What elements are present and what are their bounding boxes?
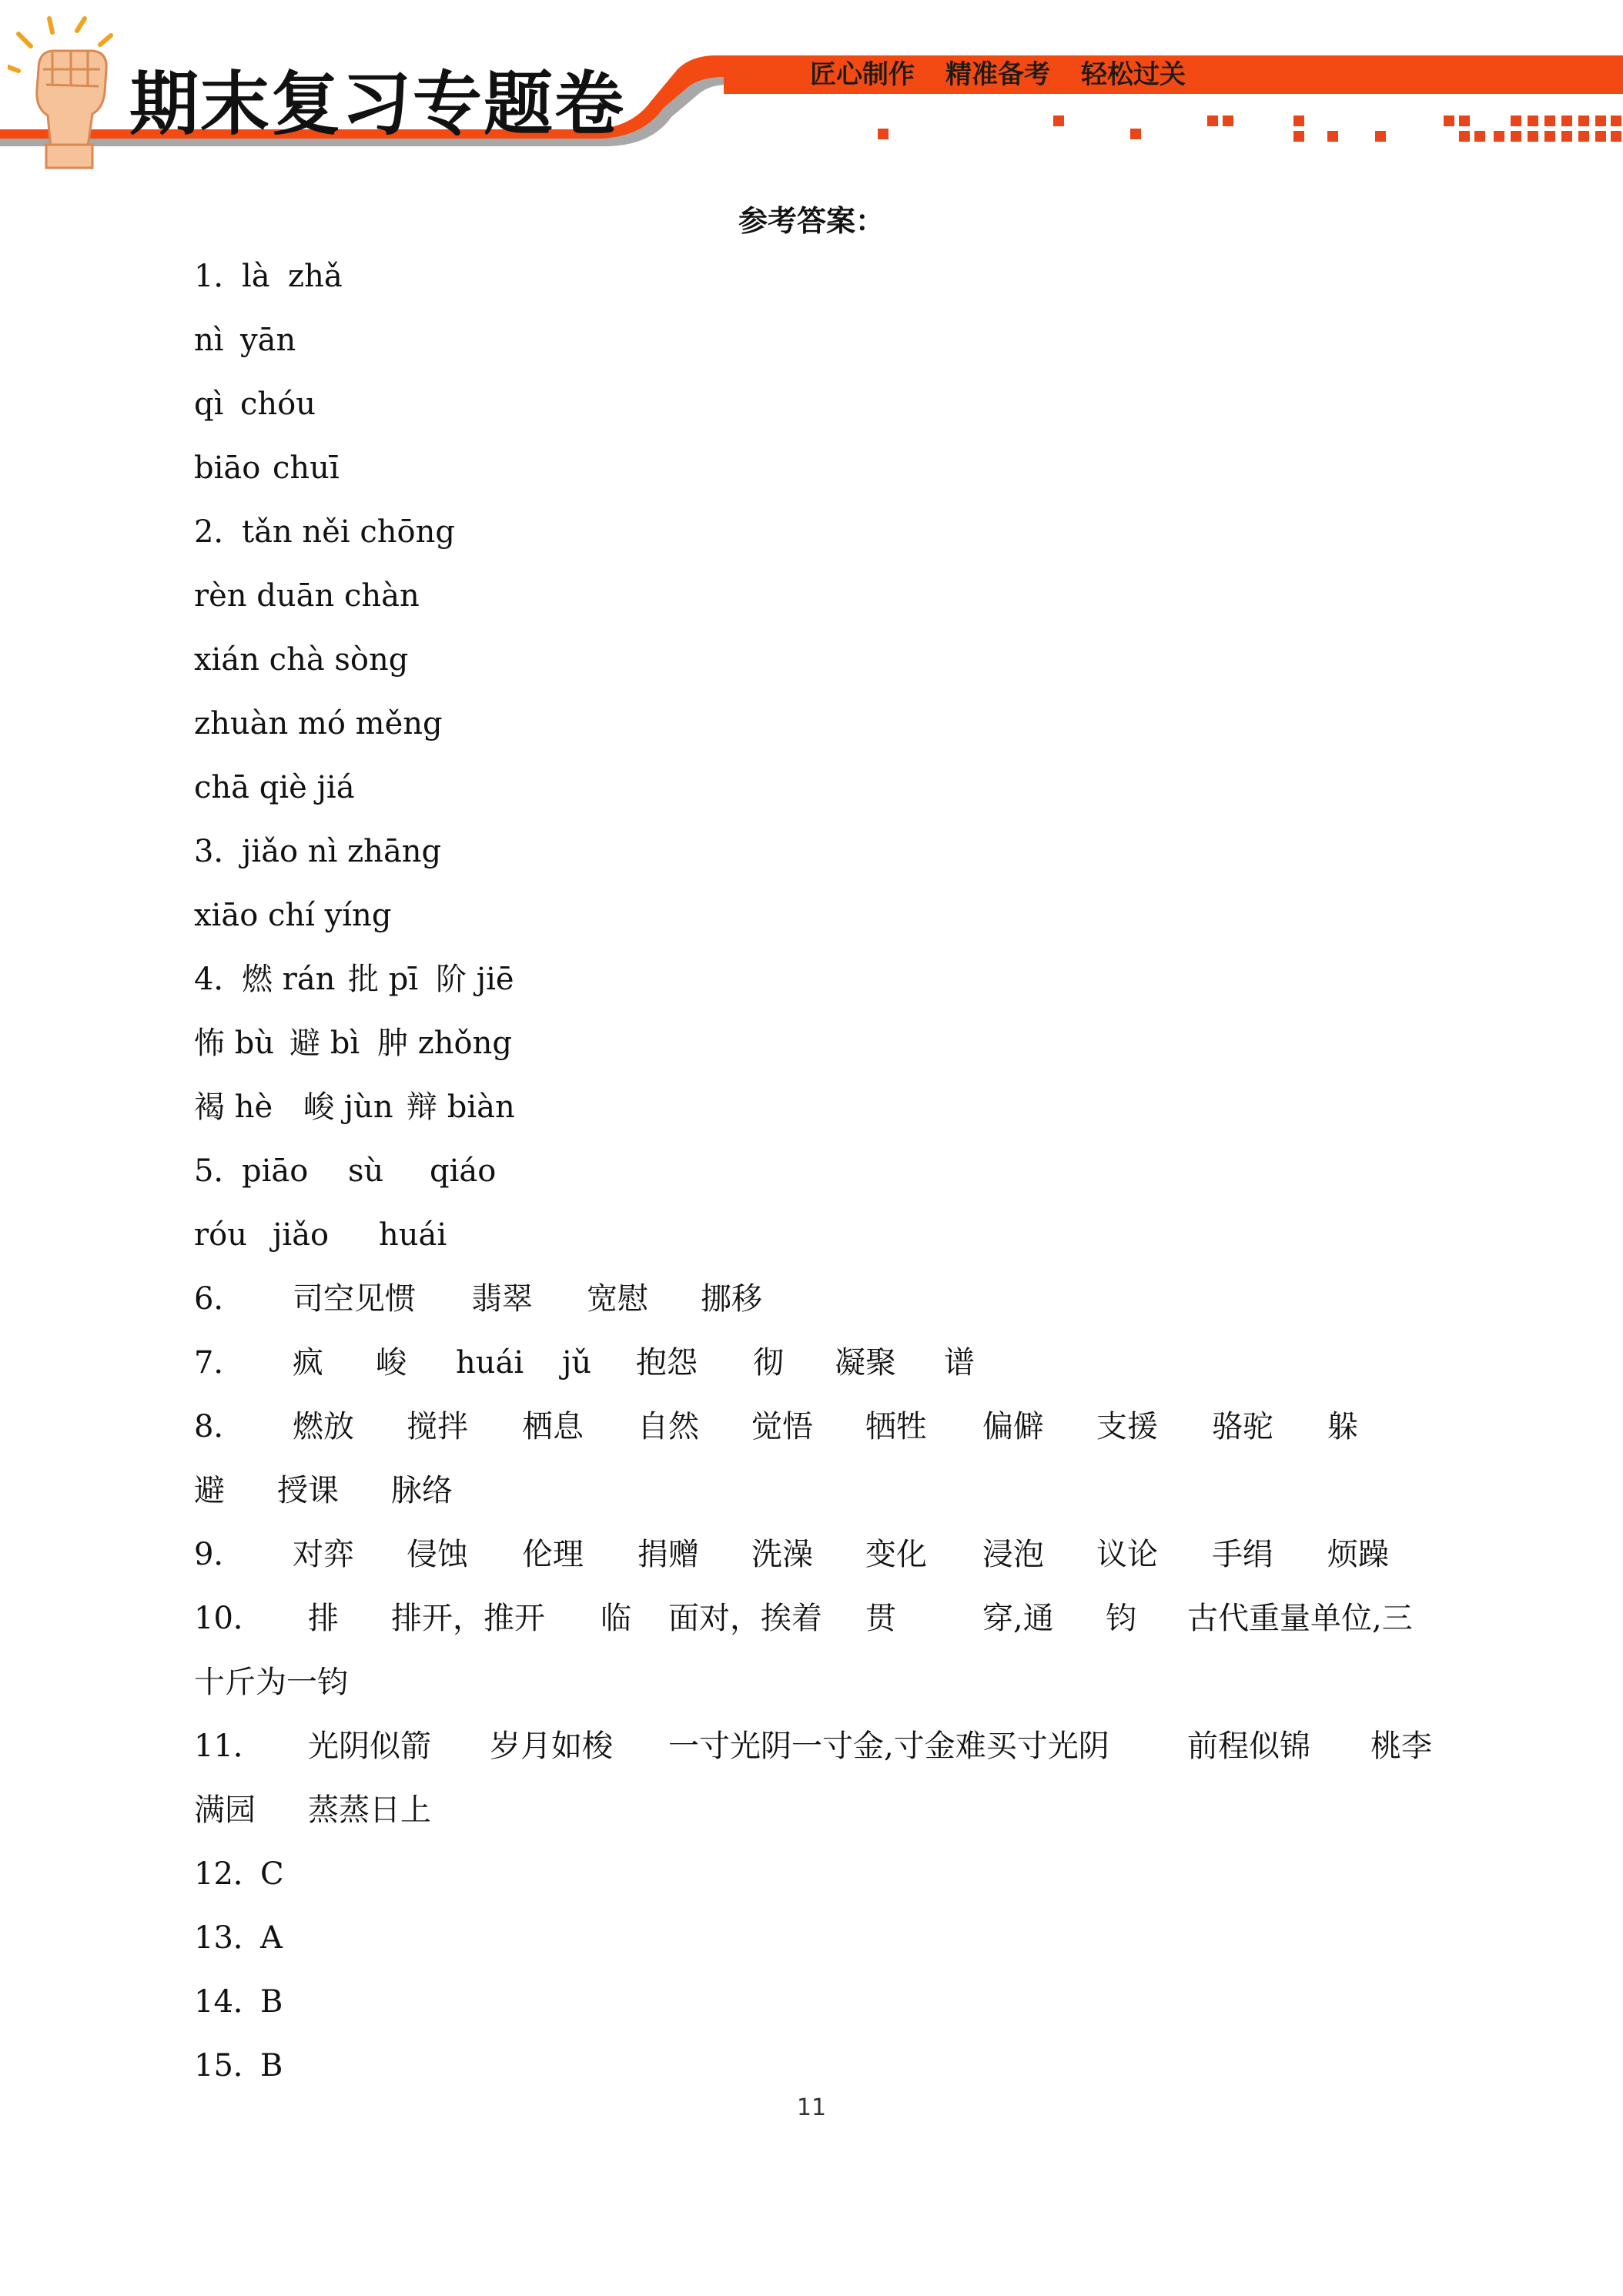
answer-line xyxy=(194,1140,1457,1203)
answer-cell: B xyxy=(260,2048,283,2083)
answer-cell: zhuàn mó měng xyxy=(194,706,443,741)
answer-cell: 彻 xyxy=(753,1345,784,1381)
answer-heading: 参考答案： xyxy=(738,204,885,238)
header-title: 期末复习专题卷 xyxy=(129,64,625,145)
answer-cell: zhǎ xyxy=(288,259,343,294)
answer-cell: 辩 biàn xyxy=(407,1089,515,1125)
answer-cell: 侵蚀 xyxy=(407,1537,468,1572)
raised-fist-icon xyxy=(8,15,131,169)
question-number: 5． xyxy=(194,1153,245,1189)
question-number: 2． xyxy=(194,514,245,550)
answer-line xyxy=(194,1076,1457,1140)
answer-line xyxy=(194,1715,1457,1779)
answer-cell: là xyxy=(242,259,270,294)
answer-line xyxy=(194,1587,1457,1651)
question-number: 3． xyxy=(194,834,245,869)
answer-cell: 面对，挨着 xyxy=(668,1601,822,1636)
answer-line xyxy=(194,1842,1457,1906)
answer-cell: huái xyxy=(456,1345,524,1381)
answer-cell: 满园 xyxy=(194,1792,256,1828)
answer-line xyxy=(194,1651,1457,1715)
slogan-2: 精准备考 xyxy=(945,59,1050,90)
answer-cell: qiáo xyxy=(430,1153,497,1189)
answer-cell: qì xyxy=(194,387,224,422)
answer-cell: 批 pī xyxy=(348,962,419,997)
answer-cell: 怖 bù xyxy=(194,1026,275,1061)
answer-cell: 挪移 xyxy=(701,1281,762,1317)
question-number: 6． xyxy=(194,1281,245,1317)
answer-cell: 栖息 xyxy=(522,1409,584,1444)
answer-cell: 蒸蒸日上 xyxy=(308,1792,431,1828)
answer-cell: 搅拌 xyxy=(407,1409,468,1444)
answer-line xyxy=(194,500,1457,564)
answer-cell: 偏僻 xyxy=(982,1409,1044,1444)
answer-line xyxy=(194,2034,1457,2098)
answer-cell: 烦躁 xyxy=(1327,1537,1389,1572)
answer-line xyxy=(194,820,1457,884)
answer-cell: 前程似锦 xyxy=(1187,1729,1310,1764)
answer-cell: 司空见惯 xyxy=(293,1281,416,1317)
answer-cell: 凝聚 xyxy=(835,1345,896,1381)
question-number: 4． xyxy=(194,962,245,997)
question-number: 8． xyxy=(194,1409,245,1444)
answer-list xyxy=(194,245,1457,2098)
question-number: 13． xyxy=(194,1920,264,1956)
answer-cell: A xyxy=(260,1920,283,1956)
answer-cell: nì xyxy=(194,323,224,358)
page-header xyxy=(0,0,1623,177)
answer-cell: sù xyxy=(348,1153,384,1189)
answer-cell: 一寸光阴一寸金,寸金难买寸光阴 xyxy=(668,1729,1109,1764)
answer-cell: chóu xyxy=(240,387,316,422)
answer-cell: C xyxy=(260,1856,284,1892)
answer-cell: 贯 xyxy=(865,1601,896,1636)
question-number: 10． xyxy=(194,1601,264,1636)
answer-cell: 抱怨 xyxy=(636,1345,698,1381)
answer-cell: 峻 jùn xyxy=(303,1089,393,1125)
answer-cell: 避 bì xyxy=(289,1026,360,1061)
answer-line xyxy=(194,245,1457,309)
answer-cell: 临 xyxy=(601,1601,631,1636)
answer-line xyxy=(194,309,1457,373)
answer-cell: 十斤为一钧 xyxy=(194,1665,348,1700)
answer-cell: 伦理 xyxy=(522,1537,584,1572)
answer-cell: 翡翠 xyxy=(471,1281,533,1317)
question-number: 1． xyxy=(194,259,245,294)
answer-cell: 褐 hè xyxy=(194,1089,273,1125)
answer-cell: piāo xyxy=(242,1153,309,1189)
answer-cell: rèn duān chàn xyxy=(194,578,420,614)
answer-cell: 支援 xyxy=(1096,1409,1158,1444)
answer-line xyxy=(194,1267,1457,1331)
answer-line xyxy=(194,756,1457,820)
header-decoration-squares xyxy=(878,115,1621,142)
answer-cell: jǔ xyxy=(562,1345,592,1381)
answer-line xyxy=(194,692,1457,756)
answer-line xyxy=(194,628,1457,692)
slogan-1: 匠心制作 xyxy=(810,59,915,90)
header-slogans xyxy=(810,55,1186,94)
answer-cell: B xyxy=(260,1984,283,2020)
answer-cell: 疯 xyxy=(293,1345,323,1381)
answer-cell: 谱 xyxy=(944,1345,975,1381)
answer-cell: jiǎo xyxy=(273,1217,330,1253)
answer-cell: 觉悟 xyxy=(751,1409,813,1444)
answer-cell: 古代重量单位,三 xyxy=(1187,1601,1413,1636)
answer-cell: yān xyxy=(240,323,296,358)
answer-line xyxy=(194,1459,1457,1523)
question-number: 11． xyxy=(194,1729,264,1764)
answer-cell: 脉络 xyxy=(391,1473,453,1508)
answer-cell: 洗澡 xyxy=(751,1537,813,1572)
answer-cell: tǎn něi chōng xyxy=(242,514,455,550)
answer-cell: 峻 xyxy=(376,1345,407,1381)
answer-cell: 光阴似箭 xyxy=(308,1729,431,1764)
answer-cell: jiǎo nì zhāng xyxy=(242,834,442,869)
answer-cell: 阶 jiē xyxy=(436,962,514,997)
question-number: 7． xyxy=(194,1345,245,1381)
answer-cell: 浸泡 xyxy=(982,1537,1044,1572)
answer-cell: 避 xyxy=(194,1473,225,1508)
answer-cell: 议论 xyxy=(1096,1537,1158,1572)
question-number: 15． xyxy=(194,2048,264,2083)
answer-cell: xiāo chí yíng xyxy=(194,898,392,933)
slogan-3: 轻松过关 xyxy=(1081,59,1186,90)
answer-cell: 骆驼 xyxy=(1212,1409,1273,1444)
answer-cell: chā qiè jiá xyxy=(194,770,355,805)
answer-cell: róu xyxy=(194,1217,247,1253)
answer-line xyxy=(194,1331,1457,1395)
question-number: 14． xyxy=(194,1984,264,2020)
answer-cell: huái xyxy=(379,1217,447,1253)
answer-cell: chuī xyxy=(273,450,340,486)
answer-cell: 授课 xyxy=(277,1473,339,1508)
answer-line xyxy=(194,1395,1457,1459)
answer-cell: biāo xyxy=(194,450,261,486)
answer-line xyxy=(194,1779,1457,1842)
answer-cell: 变化 xyxy=(865,1537,927,1572)
answer-cell: 肿 zhǒng xyxy=(377,1026,512,1061)
answer-cell: 岁月如梭 xyxy=(490,1729,613,1764)
answer-line xyxy=(194,1523,1457,1587)
answer-cell: 躲 xyxy=(1327,1409,1358,1444)
answer-line xyxy=(194,1203,1457,1267)
answer-cell: xián chà sòng xyxy=(194,642,409,678)
answer-cell: 自然 xyxy=(637,1409,699,1444)
answer-cell: 排开，推开 xyxy=(391,1601,545,1636)
answer-line xyxy=(194,948,1457,1012)
answer-cell: 对弈 xyxy=(293,1537,354,1572)
answer-cell: 手绢 xyxy=(1212,1537,1273,1572)
answer-cell: 桃李 xyxy=(1370,1729,1432,1764)
page-number: 11 xyxy=(796,2094,827,2121)
answer-line xyxy=(194,564,1457,628)
answer-cell: 排 xyxy=(308,1601,339,1636)
answer-cell: 牺牲 xyxy=(865,1409,927,1444)
answer-line xyxy=(194,373,1457,437)
question-number: 9． xyxy=(194,1537,245,1572)
answer-line xyxy=(194,884,1457,948)
answer-cell: 穿,通 xyxy=(982,1601,1054,1636)
answer-cell: 宽慰 xyxy=(587,1281,648,1317)
answer-cell: 燃放 xyxy=(293,1409,354,1444)
answer-line xyxy=(194,1906,1457,1970)
answer-line xyxy=(194,1012,1457,1076)
answer-cell: 捐赠 xyxy=(637,1537,699,1572)
answer-cell: 钧 xyxy=(1106,1601,1136,1636)
answer-line xyxy=(194,437,1457,500)
answer-line xyxy=(194,1970,1457,2034)
question-number: 12． xyxy=(194,1856,264,1892)
answer-cell: 燃 rán xyxy=(242,962,336,997)
